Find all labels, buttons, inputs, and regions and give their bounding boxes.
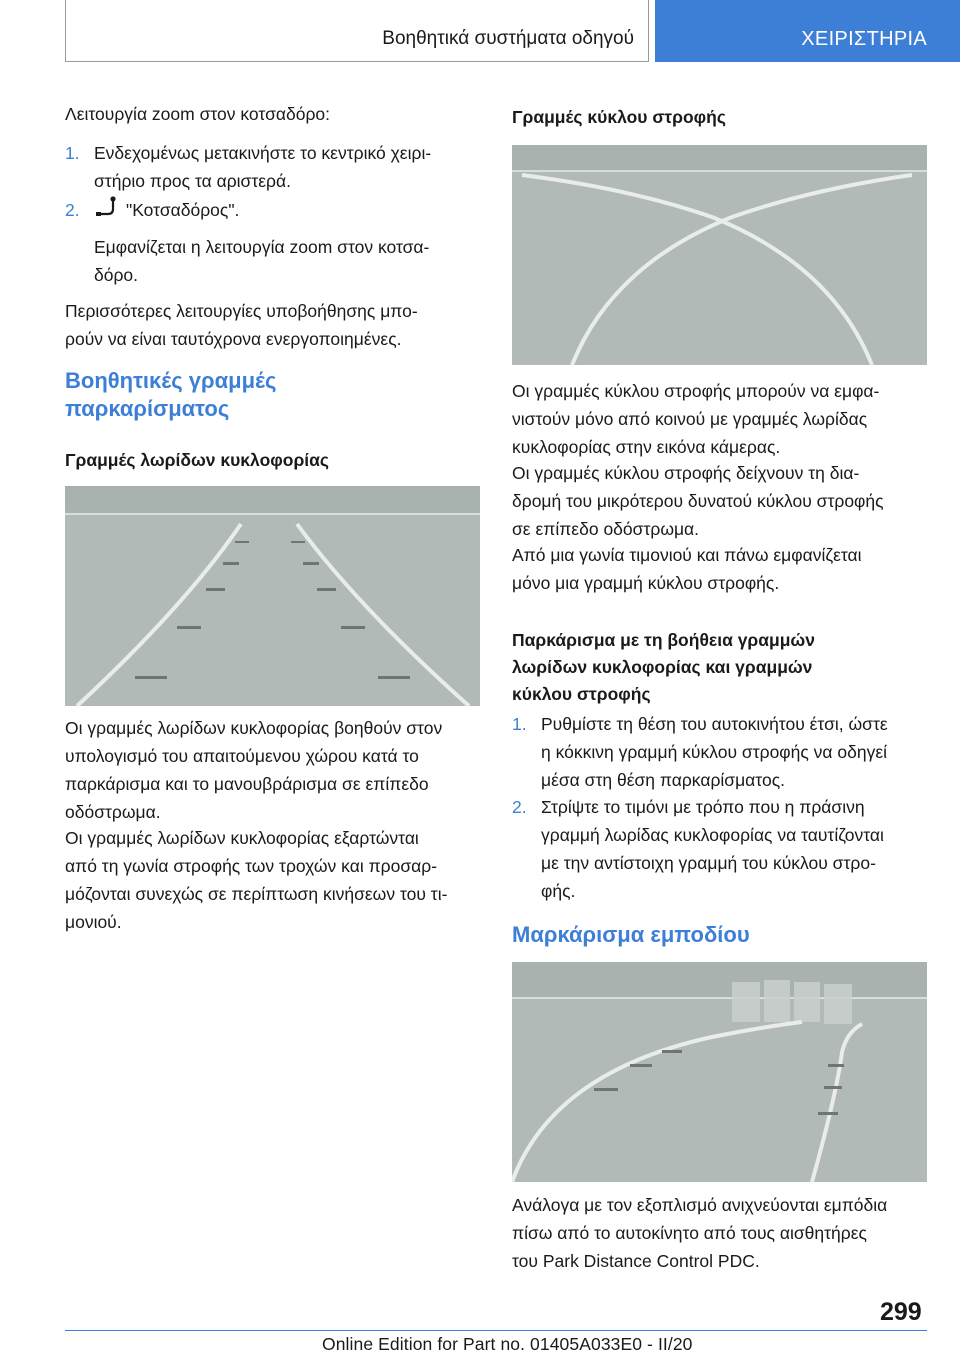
intro-text: Λειτουργία zoom στον κοτσαδόρο: <box>65 104 331 124</box>
step-text: γραμμή λωρίδας κυκλοφορίας να ταυτίζονται <box>541 825 884 845</box>
header-chapter-tab[interactable] <box>655 0 960 62</box>
paragraph-line: Οι γραμμές λωρίδων κυκλοφορίας βοηθούν στον <box>65 718 443 738</box>
step-number: 1. <box>512 714 527 734</box>
paragraph-line: μόνο μια γραμμή κύκλου στροφής. <box>512 573 780 593</box>
subheading-parking: κύκλου στροφής <box>512 684 651 704</box>
section-heading: Βοηθητικές γραμμές <box>65 368 277 393</box>
step-text: φής. <box>541 881 576 901</box>
step-text: με την αντίστοιχη γραμμή του κύκλου στρο- <box>541 853 876 873</box>
paragraph-line: παρκάρισμα και το μανουβράρισμα σε επίπεδο <box>65 774 429 794</box>
step-number: 2. <box>512 797 527 817</box>
more-functions-text: Περισσότερες λειτουργίες υποβοήθησης μπο- <box>65 301 418 321</box>
page-number: 299 <box>880 1298 922 1326</box>
footer-edition: Online Edition for Part no. 01405A033E0 - II/20 <box>322 1334 693 1354</box>
more-functions-text: ρούν να είναι ταυτόχρονα ενεργοποιημένες. <box>65 329 402 349</box>
paragraph-line: Οι γραμμές λωρίδων κυκλοφορίας εξαρτώνται <box>65 828 419 848</box>
turning-circle-figure <box>512 145 927 365</box>
step-text: η κόκκινη γραμμή κύκλου στροφής να οδηγεί <box>541 742 888 762</box>
lane-lines-figure <box>65 486 480 706</box>
paragraph-line: Οι γραμμές κύκλου στροφής μπορούν να εμφα- <box>512 381 880 401</box>
section-heading-obstacle: Μαρκάρισμα εμποδίου <box>512 922 750 947</box>
paragraph-line: οδόστρωμα. <box>65 802 161 822</box>
step-text <box>94 197 239 225</box>
step-text: Ρυθμίστε τη θέση του αυτοκινήτου έτσι, ώστε <box>541 714 888 734</box>
paragraph-line: μόζονται συνεχώς σε περίπτωση κινήσεων του τι- <box>65 884 448 904</box>
paragraph-line: σε επίπεδο οδόστρωμα. <box>512 519 700 539</box>
paragraph-line: δρομή του μικρότερου δυνατού κύκλου στροφής <box>512 491 884 511</box>
zoom-text: Εμφανίζεται η λειτουργία zoom στον κοτσα- <box>94 237 430 257</box>
subheading-turning-circle: Γραμμές κύκλου στροφής <box>512 107 726 127</box>
header-section-title: Βοηθητικά συστήματα οδηγού <box>382 28 634 49</box>
paragraph-line: μονιού. <box>65 912 122 932</box>
section-heading: παρκαρίσματος <box>65 396 230 421</box>
paragraph-line: Ανάλογα με τον εξοπλισμό ανιχνεύονται εμπόδια <box>512 1195 888 1215</box>
step-text: Ενδεχομένως μετακινήστε το κεντρικό χειρι- <box>94 143 432 163</box>
subheading-parking: Παρκάρισμα με τη βοήθεια γραμμών <box>512 630 815 650</box>
paragraph-line: υπολογισμό του απαιτούμενου χώρου κατά το <box>65 746 419 766</box>
paragraph-line: Οι γραμμές κύκλου στροφής δείχνουν τη δια- <box>512 463 860 483</box>
footer-divider <box>65 1330 927 1331</box>
obstacle-marking-figure <box>512 962 927 1182</box>
paragraph-line: του Park Distance Control PDC. <box>512 1251 760 1271</box>
header-section-box <box>65 0 649 62</box>
paragraph-line: πίσω από το αυτοκίνητο από τους αισθητήρες <box>512 1223 867 1243</box>
paragraph-line: νιστούν μόνο από κοινού με γραμμές λωρίδας <box>512 409 868 429</box>
step-number: 1. <box>65 143 80 163</box>
tow-hitch-icon <box>94 196 120 220</box>
step-text: μέσα στη θέση παρκαρίσματος. <box>541 770 785 790</box>
header-chapter-title: ΧΕΙΡΙΣΤΗΡΙΑ <box>801 28 927 50</box>
paragraph-line: κυκλοφορίας στην εικόνα κάμερας. <box>512 437 781 457</box>
paragraph-line: από τη γωνία στροφής των τροχών και προσαρ- <box>65 856 438 876</box>
tow-hitch-label: "Κοτσαδόρος". <box>126 200 240 220</box>
step-number: 2. <box>65 200 80 220</box>
subheading-lane-lines: Γραμμές λωρίδων κυκλοφορίας <box>65 450 330 470</box>
step-text: στήριο προς τα αριστερά. <box>94 171 291 191</box>
paragraph-line: Από μια γωνία τιμονιού και πάνω εμφανίζεται <box>512 545 862 565</box>
subheading-parking: λωρίδων κυκλοφορίας και γραμμών <box>512 657 813 677</box>
zoom-text: δόρο. <box>94 265 139 285</box>
step-text: Στρίψτε το τιμόνι με τρόπο που η πράσινη <box>541 797 865 817</box>
